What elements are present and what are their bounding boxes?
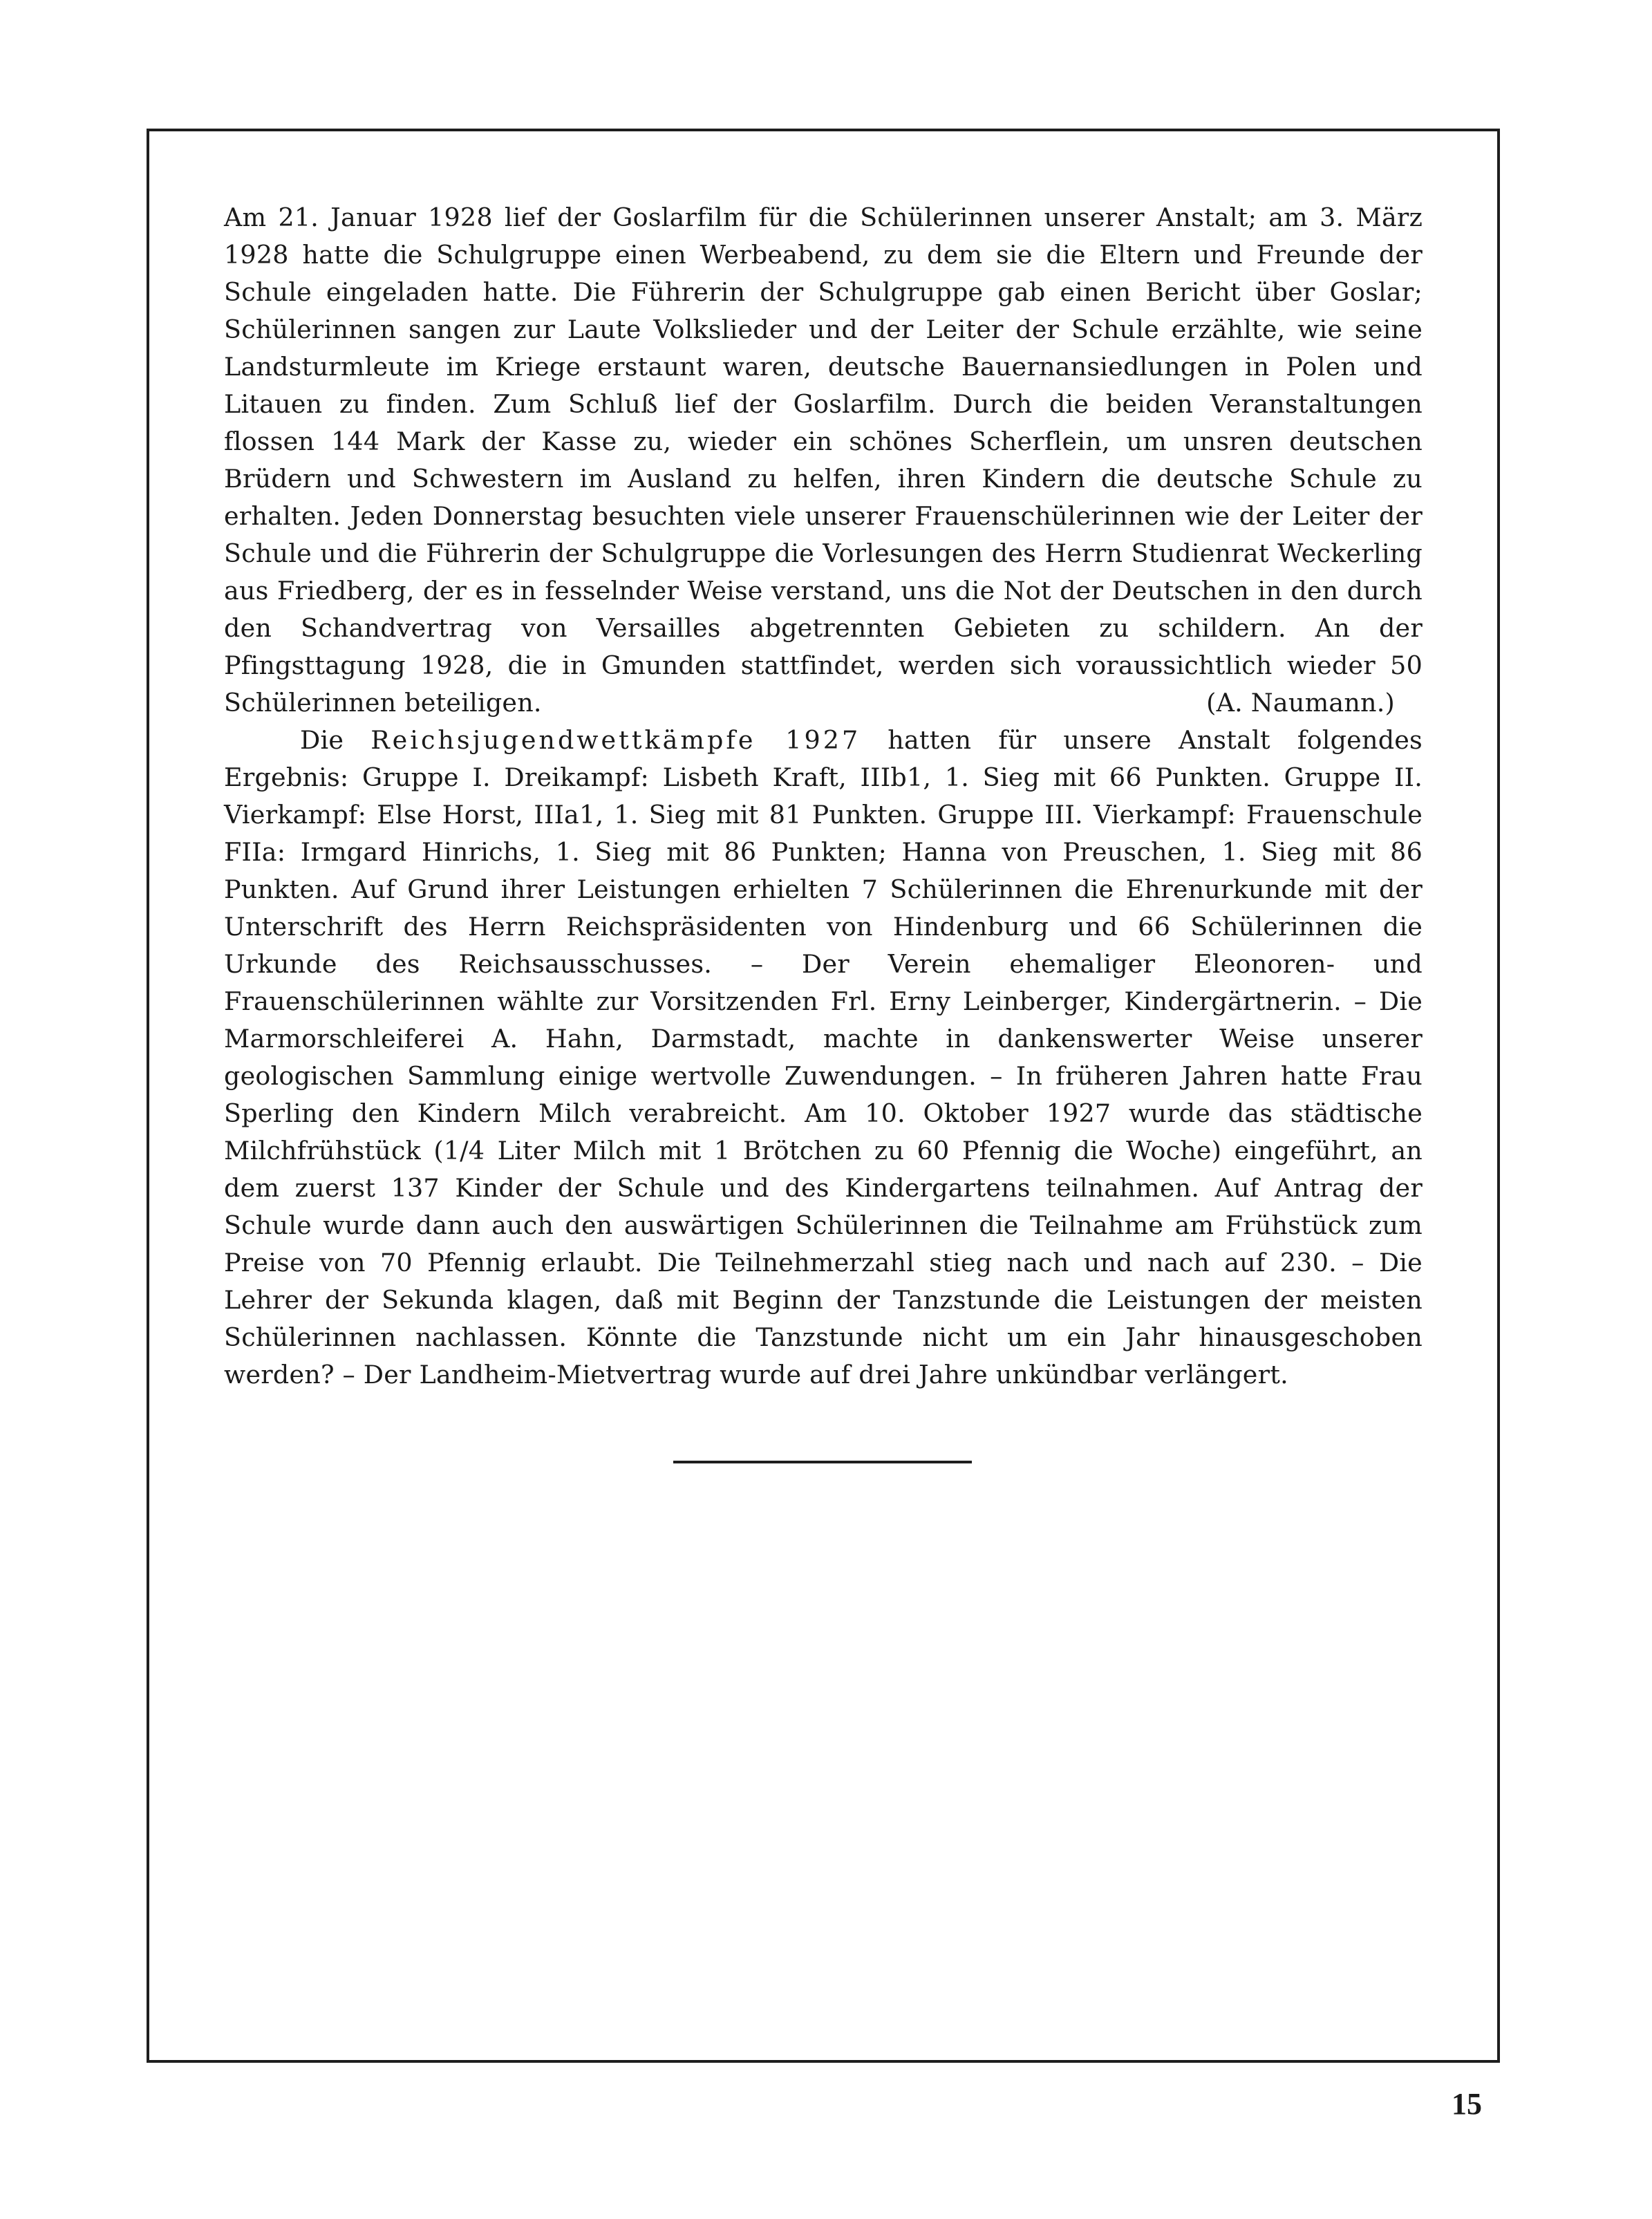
article-body <box>224 199 1423 1394</box>
paragraph-goslar-film <box>224 199 1423 722</box>
competition-title: Reichsjugendwettkämpfe 1927 <box>370 725 861 755</box>
paragraph-intro: Die <box>300 725 371 755</box>
paragraph-youth-competitions-text: hatten für unsere Anstalt folgendes Ergebnis: Gruppe I. Dreikampf: Lisbeth Kraft, IIIb1, 1. Sieg mit 66 Punkten. Gruppe II. Vierkampf: Else Horst, IIIa1, 1. Sieg mit 81 Punkten. Gruppe III. Vierkampf: Frauenschule FIIa: Irmgard Hinrichs, 1. Sieg mit 86 Punkten; Hanna von Preuschen, 1. Sieg mit 86 Punkten. Auf Grund ihrer Leistungen erhielten 7 Schülerinnen die Ehrenurkunde mit der Unterschrift des Herrn Reichspräsidenten von Hindenburg und 66 Schülerinnen die Urkunde des Reichsausschusses. – Der Verein ehemaliger Eleonoren- und Frauenschülerinnen wählte zur Vorsitzenden Frl. Erny Leinberger, Kindergärtnerin. – Die Marmorschleiferei A. Hahn, Darmstadt, machte in dankenswerter Weise unserer geologischen Sammlung einige wertvolle Zuwendungen. – In früheren Jahren hatte Frau Sperling den Kindern Milch verabreicht. Am 10. Oktober 1927 wurde das städtische Milchfrühstück (1/4 Liter Milch mit 1 Brötchen zu 60 Pfennig die Woche) eingeführt, an dem zuerst 137 Kinder der Schule und des Kindergartens teilnahmen. Auf Antrag der Schule wurde dann auch den auswärtigen Schülerinnen die Teilnahme am Frühstück zum Preise von 70 Pfennig erlaubt. Die Teilnehmerzahl stieg nach und nach auf 230. – Die Lehrer der Sekunda klagen, daß mit Beginn der Tanzstunde die Leistungen der meisten Schülerinnen nachlassen. Könnte die Tanzstunde nicht um ein Jahr hinausgeschoben werden? – Der Landheim-Mietvertrag wurde auf drei Jahre unkündbar verlängert. <box>224 725 1423 1389</box>
paragraph-youth-competitions <box>224 722 1423 1394</box>
author-signature: (A. Naumann.) <box>1206 688 1395 718</box>
page-number: 15 <box>1452 2087 1482 2121</box>
paragraph-goslar-film-text: Am 21. Januar 1928 lief der Goslarfilm für die Schülerinnen unserer Anstalt; am 3. März 1928 hatte die Schulgruppe einen Werbeabend, zu dem sie die Eltern und Freunde der Schule eingeladen hatte. Die Führerin der Schulgruppe gab einen Bericht über Goslar; Schülerinnen sangen zur Laute Volkslieder und der Leiter der Schule erzählte, wie seine Landsturmleute im Kriege erstaunt waren, deutsche Bauernansiedlungen in Polen und Litauen zu finden. Zum Schluß lief der Goslarfilm. Durch die beiden Veranstaltungen flossen 144 Mark der Kasse zu, wieder ein schönes Scherflein, um unsren deutschen Brüdern und Schwestern im Ausland zu helfen, ihren Kindern die deutsche Schule zu erhalten. Jeden Donnerstag besuchten viele unserer Frauenschülerinnen wie der Leiter der Schule und die Führerin der Schulgruppe die Vorlesungen des Herrn Studienrat Weckerling aus Friedberg, der es in fesselnder Weise verstand, uns die Not der Deutschen in den durch den Schandvertrag von Versailles abgetrennten Gebieten zu schildern. An der Pfingsttagung 1928, die in Gmunden stattfindet, werden sich voraussichtlich wieder 50 Schülerinnen beteiligen. <box>224 203 1423 718</box>
section-divider-rule <box>673 1461 972 1463</box>
